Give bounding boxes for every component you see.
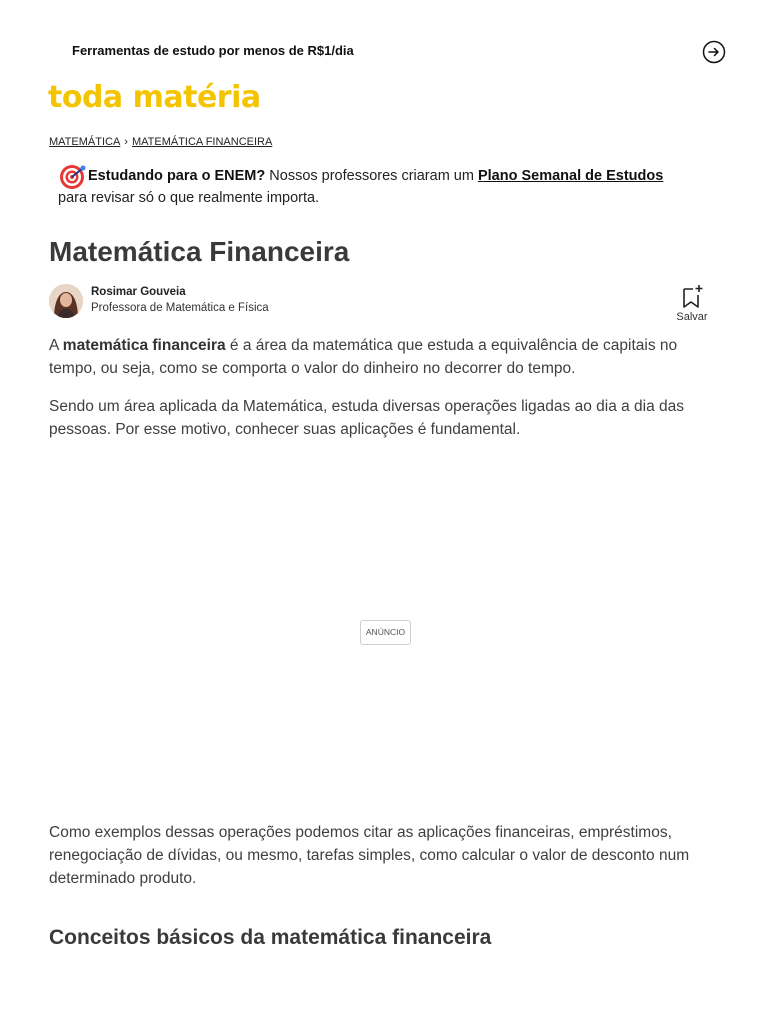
avatar xyxy=(49,284,83,318)
enem-banner xyxy=(58,165,718,209)
target-icon xyxy=(58,163,86,191)
promo-bar[interactable] xyxy=(0,36,768,68)
ad-label: ANÚNCIO xyxy=(360,620,411,645)
paragraph-2: Sendo um área aplicada da Matemática, estuda diversas operações ligadas ao dia a dia das pessoas. Por esse motivo, conhecer suas aplicações é fundamental. xyxy=(49,398,685,438)
paragraph-intro xyxy=(49,334,719,380)
author-role: Professora de Matemática e Física xyxy=(91,302,269,314)
enem-bold-text: Estudando para o ENEM? xyxy=(88,168,266,184)
bookmark-add-icon xyxy=(680,283,704,311)
promo-text[interactable]: Ferramentas de estudo por menos de R$1/dia xyxy=(72,43,354,58)
breadcrumb-item-matematica[interactable]: MATEMÁTICA xyxy=(49,136,121,148)
enem-text: Nossos professores criaram um xyxy=(265,168,478,184)
enem-text-2: para revisar só o que realmente importa. xyxy=(58,190,320,206)
section-heading: Conceitos básicos da matemática financeira xyxy=(49,926,492,949)
author-name[interactable]: Rosimar Gouveia xyxy=(91,286,186,298)
p1-prefix: A xyxy=(49,337,63,354)
breadcrumb xyxy=(49,136,272,148)
breadcrumb-item-matematica-financeira[interactable]: MATEMÁTICA FINANCEIRA xyxy=(131,136,273,148)
paragraph-3: Como exemplos dessas operações podemos citar as aplicações financeiras, empréstimos, renegociação de dívidas, ou mesmo, tarefas simples, como calcular o valor de desconto num determinado produto. xyxy=(49,824,690,887)
arrow-right-circle-icon[interactable] xyxy=(702,40,726,64)
save-label: Salvar xyxy=(676,311,708,323)
plano-semanal-link[interactable]: Plano Semanal de Estudos xyxy=(477,168,664,184)
p1-bold: matemática financeira xyxy=(62,337,226,354)
breadcrumb-separator: › xyxy=(124,136,128,148)
page-title: Matemática Financeira xyxy=(49,236,350,267)
save-button[interactable] xyxy=(672,283,712,323)
p1-rest: é a área da matemática que estuda a equivalência de capitais no tempo, ou seja, como se comporta o valor do dinheiro no decorrer do tempo. xyxy=(49,337,678,377)
site-logo[interactable]: toda matéria xyxy=(48,80,261,115)
